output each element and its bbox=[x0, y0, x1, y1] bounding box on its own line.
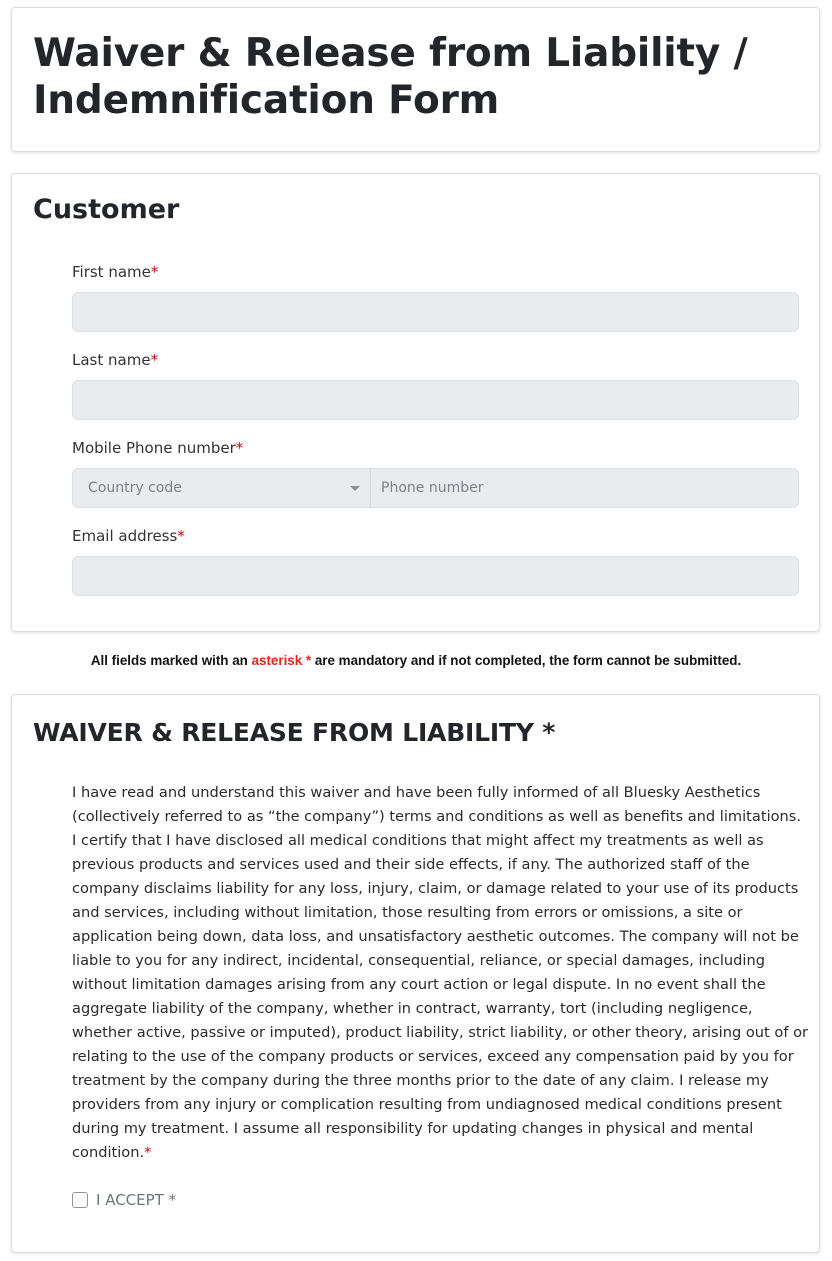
chevron-down-icon bbox=[350, 486, 360, 491]
page-title: Waiver & Release from Liability / Indemnification Form bbox=[33, 31, 748, 123]
mandatory-fields-notice: All fields marked with an asterisk * are mandatory and if not completed, the form cannot be submitted. bbox=[90, 653, 742, 668]
required-asterisk: * bbox=[150, 351, 159, 369]
required-asterisk: * bbox=[144, 1144, 152, 1161]
required-asterisk: * bbox=[235, 439, 244, 457]
email-label: Email address* bbox=[72, 527, 185, 545]
phone-number-input[interactable] bbox=[371, 469, 798, 507]
last-name-label: Last name* bbox=[72, 351, 159, 369]
phone-label: Mobile Phone number* bbox=[72, 439, 244, 457]
phone-field-group bbox=[72, 468, 799, 508]
customer-heading: Customer bbox=[33, 194, 180, 225]
country-code-select[interactable] bbox=[73, 469, 371, 507]
first-name-input[interactable] bbox=[72, 292, 799, 332]
accept-label[interactable]: I ACCEPT * bbox=[96, 1191, 177, 1209]
waiver-text: I have read and understand this waiver and have been fully informed of all Bluesky Aesthetics (collectively referred to as “the company”) terms and conditions as well as benefits and limitations. I certify that I have disclosed all medical conditions that might affect my treatments as well as previous products and services used and their side effects, if any. The authorized staff of the company disclaims liability for any loss, injury, claim, or damage related to your use of its products and services, including without limitation, those resulting from errors or omissions, a site or application being down, data loss, and unsatisfactory aesthetic outcomes. The company will not be liable to you for any indirect, incidental, consequential, reliance, or special damages, including without limitation damages arising from any court action or legal dispute. In no event shall the aggregate liability of the company, whether in contract, warranty, tort (including negligence, whether active, passive or imputed), product liability, strict liability, or other theory, arising out of or relating to the use of the company products or services, exceed any compensation paid by you for treatment by the company during the three months prior to the date of any claim. I release my providers from any injury or complication resulting from undiagnosed medical conditions present during my treatment. I assume all responsibility for updating changes in physical and mental condition.* bbox=[72, 784, 809, 1161]
waiver-section bbox=[11, 694, 820, 1253]
first-name-label: First name* bbox=[72, 263, 159, 281]
required-asterisk: * bbox=[177, 527, 185, 545]
last-name-input[interactable] bbox=[72, 380, 799, 420]
title-card bbox=[11, 7, 820, 152]
customer-section bbox=[11, 173, 820, 632]
email-input[interactable] bbox=[72, 556, 799, 596]
accept-checkbox[interactable] bbox=[72, 1192, 88, 1208]
accept-checkbox-row[interactable] bbox=[72, 1191, 176, 1209]
required-asterisk: * bbox=[150, 263, 159, 281]
waiver-heading: WAIVER & RELEASE FROM LIABILITY * bbox=[33, 718, 556, 747]
country-code-placeholder: Country code bbox=[88, 480, 182, 496]
phone-number-placeholder: Phone number bbox=[381, 480, 484, 496]
